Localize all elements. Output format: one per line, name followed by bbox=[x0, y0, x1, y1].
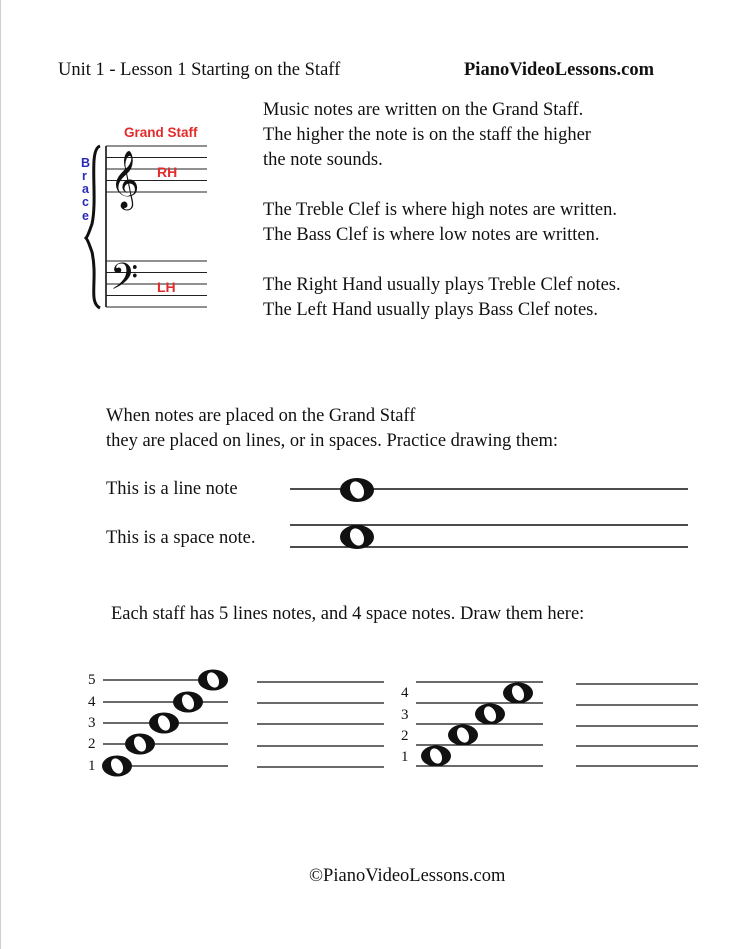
brace-letter-b: B bbox=[81, 156, 91, 170]
bass-clef-icon: 𝄢 bbox=[110, 256, 139, 307]
space-note-label: This is a space note. bbox=[106, 528, 256, 548]
grand-staff-title: Grand Staff bbox=[124, 125, 198, 140]
practice-staff-1 bbox=[257, 682, 384, 767]
line-number-2: 2 bbox=[88, 736, 96, 752]
lh-label: LH bbox=[157, 279, 176, 295]
site-name: PianoVideoLessons.com bbox=[464, 60, 654, 80]
copyright-footer: ©PianoVideoLessons.com bbox=[309, 866, 506, 886]
placement-line-2: they are placed on lines, or in spaces. Practice drawing them: bbox=[106, 431, 559, 451]
brace-letter-a: a bbox=[82, 182, 89, 196]
line-number-1: 1 bbox=[88, 758, 96, 774]
whole-note-icon bbox=[448, 725, 478, 746]
line-note-label: This is a line note bbox=[106, 479, 238, 499]
brace-letter-r: r bbox=[82, 169, 87, 183]
whole-note-icon bbox=[102, 756, 132, 777]
whole-note-icon bbox=[503, 683, 533, 704]
line-number-5: 5 bbox=[88, 672, 96, 688]
rh-label: RH bbox=[157, 164, 178, 180]
whole-note-icon bbox=[421, 746, 451, 767]
intro-line: Music notes are written on the Grand Staff. bbox=[263, 100, 584, 120]
whole-note-icon bbox=[125, 734, 155, 755]
whole-note-icon bbox=[149, 713, 179, 734]
space-number-3: 3 bbox=[401, 707, 409, 723]
space-number-2: 2 bbox=[401, 728, 409, 744]
brace-letter-e: e bbox=[82, 209, 89, 223]
intro-line: The Right Hand usually plays Treble Clef notes. bbox=[263, 275, 621, 295]
placement-line-1: When notes are placed on the Grand Staff bbox=[106, 406, 416, 426]
line-number-3: 3 bbox=[88, 715, 96, 731]
whole-note-icon bbox=[475, 704, 505, 725]
space-number-4: 4 bbox=[401, 685, 409, 701]
intro-line: The Left Hand usually plays Bass Clef notes. bbox=[263, 300, 598, 320]
whole-note-icon bbox=[173, 692, 203, 713]
treble-clef-icon: 𝄞 bbox=[110, 150, 140, 208]
practice-staff-2 bbox=[576, 684, 698, 766]
space-number-1: 1 bbox=[401, 749, 409, 765]
lesson-title: Unit 1 - Lesson 1 Starting on the Staff bbox=[58, 60, 341, 80]
line-number-4: 4 bbox=[88, 694, 96, 710]
intro-line: The higher the note is on the staff the higher bbox=[263, 125, 591, 145]
intro-line: The Treble Clef is where high notes are written. bbox=[263, 200, 617, 220]
whole-note-icon bbox=[198, 670, 228, 691]
staff-instruction: Each staff has 5 lines notes, and 4 space notes. Draw them here: bbox=[111, 604, 585, 624]
brace-letter-c: c bbox=[82, 195, 89, 209]
intro-line: The Bass Clef is where low notes are written. bbox=[263, 225, 600, 245]
intro-line: the note sounds. bbox=[263, 150, 383, 170]
